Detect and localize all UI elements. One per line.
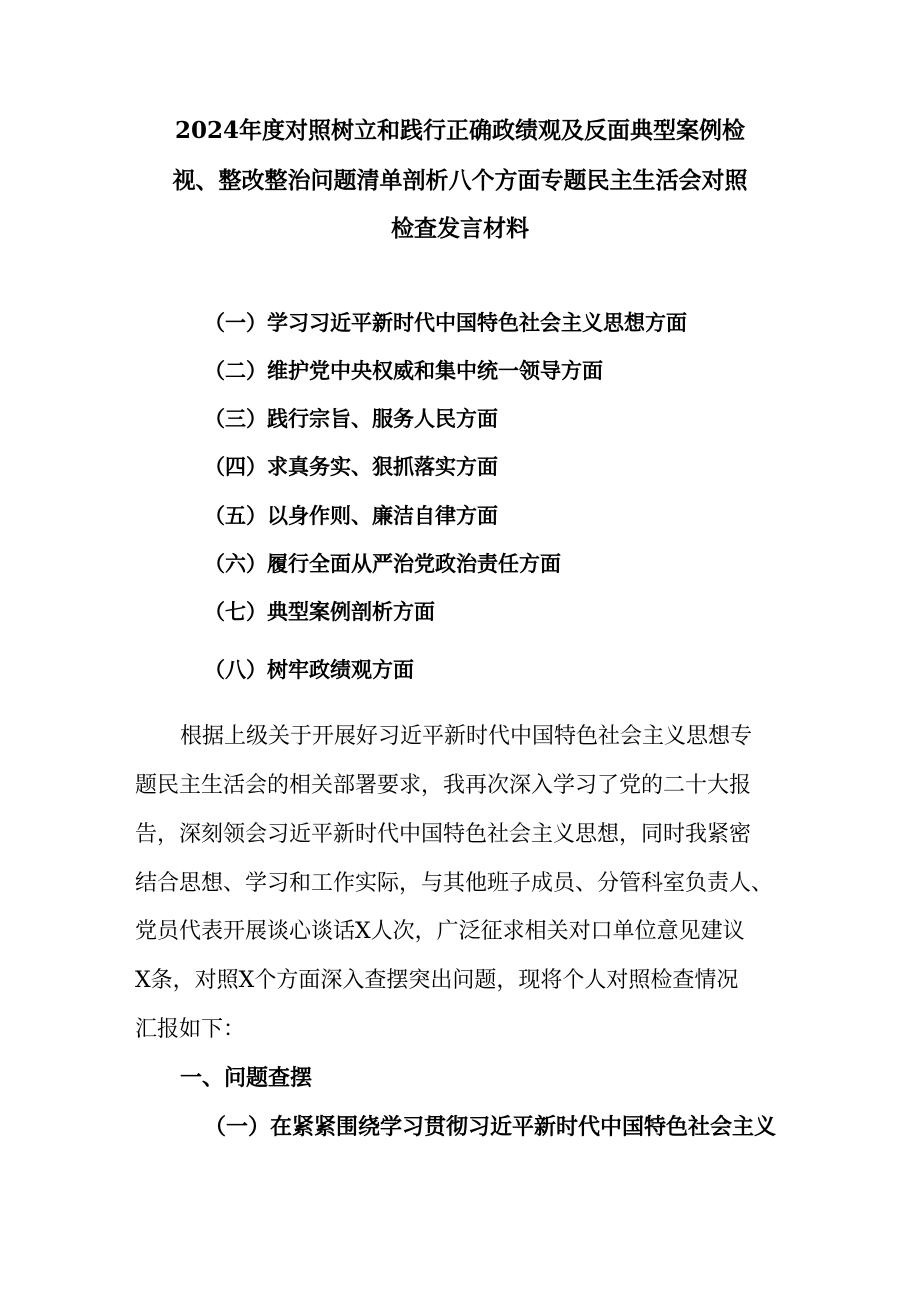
section-heading: 一、问题查摆 (180, 1065, 313, 1091)
toc-item-3: （三）践行宗旨、服务人民方面 (204, 406, 498, 431)
body-paragraph-line-4: 结合思想、学习和工作实际，与其他班子成员、分管科室负责人、 (135, 871, 774, 896)
toc-item-7: （七）典型案例剖析方面 (204, 599, 435, 624)
body-paragraph-line-2: 题民主生活会的相关部署要求，我再次深入学习了党的二十大报 (135, 773, 752, 798)
toc-item-4: （四）求真务实、狠抓落实方面 (204, 454, 498, 479)
toc-item-6: （六）履行全面从严治党政治责任方面 (204, 551, 561, 576)
toc-item-2: （二）维护党中央权威和集中统一领导方面 (204, 358, 603, 383)
document-title-line-3: 检查发言材料 (391, 215, 529, 242)
document-title-line-1: 2024年度对照树立和践行正确政绩观及反面典型案例检 (174, 117, 745, 144)
body-paragraph-line-7: 汇报如下： (135, 1017, 246, 1042)
toc-item-5: （五）以身作则、廉洁自律方面 (204, 503, 498, 528)
toc-item-1: （一）学习习近平新时代中国特色社会主义思想方面 (204, 310, 687, 335)
body-paragraph-line-6: X条，对照X个方面深入查摆突出问题，现将个人对照检查情况 (135, 968, 739, 993)
body-paragraph-line-3: 告，深刻领会习近平新时代中国特色社会主义思想，同时我紧密 (135, 822, 752, 847)
toc-item-8: （八）树牢政绩观方面 (204, 657, 414, 682)
body-paragraph-line-1: 根据上级关于开展好习近平新时代中国特色社会主义思想专 (180, 724, 753, 749)
document-title-line-2: 视、整改整治问题清单剖析八个方面专题民主生活会对照 (172, 167, 748, 194)
subsection-heading: （一）在紧紧围绕学习贯彻习近平新时代中国特色社会主义 (204, 1114, 777, 1140)
body-paragraph-line-5: 党员代表开展谈心谈话X人次，广泛征求相关对口单位意见建议 (135, 919, 745, 944)
